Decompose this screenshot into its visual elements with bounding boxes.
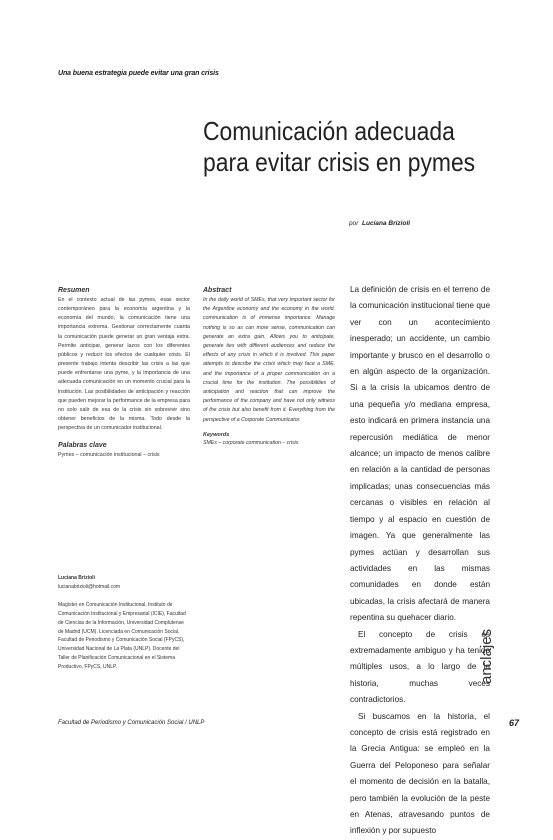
body-paragraph-3: Si buscamos en la historia, el concepto de crisis está registrado en la Grecia Antigua: se empleó en la Guerra del Peloponeso para señalar el momento de decisión en la batalla, pero también la evolución de la peste en Atenas, atravesando puntos de inflexión y por supuesto xyxy=(350,711,490,836)
author-bio: Magíster en Comunicación Institucional, Instituto de Comunicación Institucional y Empresarial (ICIE), Facultad de Ciencias de la Información, Universidad Complutense de Madrid (UCM). Licenciada en Comunicación Social, Facultad de Periodismo y Comunicación Social (FPyCS), Universidad Nacional de La Plata (UNLP). Docente del Taller de Planificación Comunicacional en el Sistema Productivo, FPyCS, UNLP. xyxy=(58,601,186,671)
byline-prefix: por xyxy=(349,220,359,227)
byline-author: Luciana Brizioli xyxy=(362,220,411,227)
page-footer: Facultad de Periodismo y Comunicación Social / UNLP xyxy=(58,720,205,726)
keywords-text: SMEs – corporate communication – crisis xyxy=(203,439,299,446)
resumen-heading: Resumen xyxy=(58,287,90,294)
byline xyxy=(349,220,410,227)
author-block xyxy=(58,574,190,672)
author-email: lucianabrizioli@hotmail.com xyxy=(58,583,121,590)
body-paragraph-1: La definición de crisis en el terreno de la comunicación institucional tiene que ver con un acontecimiento inesperado; un accidente, un cambio importante y brusco en el desarrollo o en algún aspecto de la organización. Si a la crisis la ubicamos dentro de una pequeña y/o mediana empresa, esto indicará en primera instancia una repercusión mediática de menor alcance; un impacto de menos calibre en relación a la cantidad de personas implicadas; unas consecuencias más cercanas o visibles en relación al tiempo y al espacio en cuestión de imagen. Ya que generalmente las pymes actúan y desarrollan sus actividades en las mismas comunidades en donde están ubicadas, la crisis afectará de manera repentina su quehacer diario. xyxy=(350,285,490,623)
body-paragraph-2: El concepto de crisis es extremadamente ambiguo y ha tenido múltiples usos, a lo largo de la historia, muchas veces contradictorios. xyxy=(350,629,490,705)
article-title xyxy=(203,116,476,178)
article-kicker: Una buena estrategia puede evitar una gran crisis xyxy=(58,70,219,77)
section-tab: anclajes xyxy=(478,628,495,684)
abstract-section xyxy=(203,286,335,448)
article-body xyxy=(350,282,490,840)
resumen-text: En el contexto actual de las pymes, esas sector contemporáneo para la economía argentina y la economía del mundo, la comunicación tiene una importancia extrema. Gestionar correctamente cuanta la comunicación puede generar un gran ventaja extra. Permite anticipar, generar lazos con los diferentes públicos y reducir los efectos de cualquier crisis. El presente trabajo intenta describir las crisis a las que puede enfrentarse una pyme, y la importancia de una adecuada comunicación en un momento crucial para la institución. Las posibilidades de anticipación y reacción que pueden mejorar la performance de la empresa para no solo salir de esa de la crisis sin sobrevivir sino obtener beneficios de la misma. Todo desde la perspectiva de un comunicador institucional. xyxy=(58,297,190,432)
author-name: Luciana Brizioli xyxy=(58,575,95,581)
article-title-line-2: para evitar crisis en pymes xyxy=(203,147,476,177)
abstract-heading: Abstract xyxy=(203,287,232,294)
page-number: 67 xyxy=(509,718,520,728)
article-title-line-1: Comunicación adecuada xyxy=(203,116,455,146)
keywords-heading: Keywords xyxy=(203,431,230,438)
abstract-text: In the daily world of SMEs, that very important sector for the Argentine economy and the economy in the world, communication is of immense importance. Manage nothing is so as can more sense, communication can generate an extra gain. Allows you to anticipate, generate ties with different audiences and reduce the effects of any crisis in which it is involved. This paper attempts to describe the crisis which may face a SME, and the importance of a proper communication on a crucial time for the institution. The possibilities of anticipation and reaction that can improve the performance of the company and have not only witness of the crisis but also benefit from it. Everything from the perspective of a Corporate Communicator. xyxy=(203,297,335,423)
palabras-clave-heading: Palabras clave xyxy=(58,442,107,450)
palabras-clave-text: Pymes – comunicación institucional – crisis xyxy=(58,452,160,459)
resumen-section xyxy=(58,286,190,461)
